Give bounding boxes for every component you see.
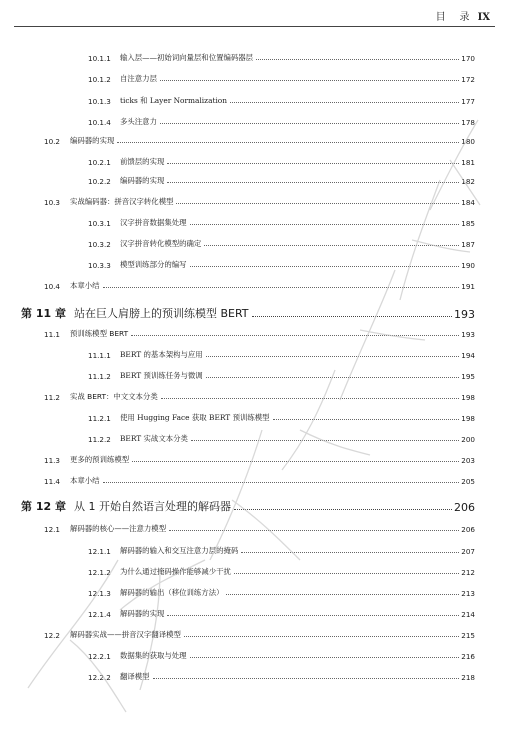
dot-leader — [167, 163, 459, 164]
dot-leader — [117, 142, 459, 143]
dot-leader — [206, 356, 460, 357]
toc-entry-page: 198 — [461, 393, 475, 402]
toc-entry[interactable] — [88, 52, 475, 63]
toc-entry-title: 前馈层的实现 — [120, 157, 165, 166]
toc-entry[interactable] — [88, 412, 475, 423]
toc-entry-page: 187 — [461, 240, 475, 249]
dot-leader — [234, 573, 459, 574]
toc-entry-number: 10.1.2 — [88, 75, 111, 84]
toc-entry-title: 输入层——初始词向量层和位置编码器层 — [120, 53, 254, 62]
toc-entry-title: 数据集的获取与处理 — [120, 651, 187, 660]
toc-entry-title: 本章小结 — [70, 281, 100, 290]
toc-entry[interactable] — [44, 475, 475, 486]
toc-entry-number: 10.3.3 — [88, 261, 111, 270]
toc-entry-page: 198 — [461, 414, 475, 423]
toc-entry[interactable] — [88, 587, 475, 598]
toc-entry-number: 12.1.2 — [88, 568, 111, 577]
toc-entry-title: 编码器的实现 — [120, 176, 165, 185]
toc-entry-number: 11.2.2 — [88, 435, 111, 444]
toc-entry-page: 216 — [461, 652, 475, 661]
dot-leader — [184, 636, 459, 637]
toc-entry-page: 185 — [461, 219, 475, 228]
running-header — [436, 8, 490, 23]
toc-entry-number: 第 11 章 — [21, 307, 66, 320]
dot-leader — [191, 440, 459, 441]
toc-entry-title: BERT 实战文本分类 — [120, 434, 188, 443]
toc-entry[interactable] — [44, 523, 475, 534]
toc-entry[interactable] — [88, 370, 475, 381]
toc-entry[interactable] — [44, 328, 475, 339]
toc-entry-title: 模型训练部分的编写 — [120, 260, 187, 269]
toc-entry-number: 10.3 — [44, 198, 61, 207]
toc-entry-page: 191 — [461, 282, 475, 291]
toc-entry[interactable] — [88, 349, 475, 360]
toc-entry-page: 194 — [461, 351, 475, 360]
toc-entry-title: 汉字拼音数据集处理 — [120, 218, 187, 227]
toc-entry-title: 解码器的核心——注意力模型 — [70, 524, 167, 533]
toc-entry-page: 178 — [461, 118, 475, 127]
toc-entry-number: 11.2.1 — [88, 414, 111, 423]
toc-entry[interactable] — [88, 545, 475, 556]
toc-entry[interactable] — [88, 217, 475, 228]
toc-entry[interactable] — [88, 566, 475, 577]
dot-leader — [273, 419, 460, 420]
toc-entry-page: 170 — [461, 54, 475, 63]
dot-leader — [103, 287, 460, 288]
toc-entry-title: 本章小结 — [70, 476, 100, 485]
dot-leader — [241, 552, 459, 553]
dot-leader — [161, 398, 460, 399]
dot-leader — [190, 224, 460, 225]
dot-leader — [190, 266, 460, 267]
toc-entry-title: 多头注意力 — [120, 117, 157, 126]
toc-entry[interactable] — [88, 175, 475, 186]
toc-entry-page: 215 — [461, 631, 475, 640]
toc-entry-number: 11.3 — [44, 456, 61, 465]
toc-chapter-entry[interactable] — [21, 498, 475, 514]
toc-entry[interactable] — [44, 280, 475, 291]
toc-entry-page: 181 — [461, 158, 475, 167]
toc-entry-number: 11.1 — [44, 330, 61, 339]
toc-entry-page: 182 — [461, 177, 475, 186]
toc-entry-number: 12.1.4 — [88, 610, 111, 619]
toc-entry-title: 解码器实战——拼音汉字翻译模型 — [70, 630, 181, 639]
toc-entry-number: 10.1.4 — [88, 118, 111, 127]
toc-entry-page: 177 — [461, 97, 475, 106]
toc-entry-number: 10.3.1 — [88, 219, 111, 228]
toc-entry-number: 10.1.1 — [88, 54, 111, 63]
toc-entry[interactable] — [88, 433, 475, 444]
toc-entry-page: 207 — [461, 547, 475, 556]
dot-leader — [256, 59, 459, 60]
dot-leader — [234, 509, 452, 510]
toc-entry-page: 193 — [454, 308, 475, 321]
dot-leader — [167, 615, 459, 616]
toc-entry-number: 12.1.1 — [88, 547, 111, 556]
toc-entry[interactable] — [44, 454, 475, 465]
toc-entry-title: 从 1 开始自然语言处理的解码器 — [73, 500, 231, 513]
toc-entry-page: 184 — [461, 198, 475, 207]
toc-entry-title: 预训练模型 BERT — [70, 329, 129, 338]
toc-entry-number: 10.2 — [44, 137, 61, 146]
toc-entry-title: ticks 和 Layer Normalization — [120, 96, 228, 105]
header-section: 目 录 — [435, 12, 472, 23]
toc-entry-number: 11.4 — [44, 477, 61, 486]
toc-entry[interactable] — [88, 156, 475, 167]
dot-leader — [252, 316, 452, 317]
toc-entry-page: 214 — [461, 610, 475, 619]
dot-leader — [153, 678, 460, 679]
toc-entry-title: 使用 Hugging Face 获取 BERT 预训练模型 — [120, 413, 270, 422]
toc-entry-page: 200 — [461, 435, 475, 444]
toc-entry-number: 12.1 — [44, 525, 61, 534]
toc-entry-number: 第 12 章 — [21, 500, 66, 513]
toc-entry-title: 站在巨人肩膀上的预训练模型 BERT — [73, 307, 249, 320]
toc-entry-title: 自注意力层 — [120, 74, 157, 83]
dot-leader — [103, 482, 460, 483]
toc-entry-number: 11.2 — [44, 393, 61, 402]
toc-entry-number: 12.1.3 — [88, 589, 111, 598]
toc-entry-page: 205 — [461, 477, 475, 486]
toc-entry-page: 212 — [461, 568, 475, 577]
toc-entry[interactable] — [44, 391, 475, 402]
toc-entry-number: 12.2.2 — [88, 673, 111, 682]
toc-entry-title: 为什么通过掩码操作能够减少干扰 — [120, 567, 231, 576]
toc-entry[interactable] — [88, 671, 475, 682]
toc-entry-page: 180 — [461, 137, 475, 146]
dot-leader — [160, 80, 459, 81]
toc-entry-title: 解码器的输出（移位训练方法） — [120, 588, 224, 597]
toc-chapter-entry[interactable] — [21, 305, 475, 321]
dot-leader — [160, 123, 459, 124]
toc-entry[interactable] — [44, 629, 475, 640]
toc-entry-number: 10.2.1 — [88, 158, 111, 167]
toc-entry-page: 206 — [461, 525, 475, 534]
toc-entry-number: 11.1.1 — [88, 351, 111, 360]
dot-leader — [167, 182, 459, 183]
toc-entry-title: 解码器的实现 — [120, 609, 165, 618]
toc-entry[interactable] — [88, 259, 475, 270]
toc-entry[interactable] — [88, 116, 475, 127]
toc-entry-number: 10.3.2 — [88, 240, 111, 249]
toc-entry-page: 203 — [461, 456, 475, 465]
dot-leader — [176, 203, 459, 204]
toc-entry-title: 实战编码器：拼音汉字转化模型 — [70, 197, 174, 206]
toc-entry-page: 195 — [461, 372, 475, 381]
toc-entry-number: 10.4 — [44, 282, 61, 291]
dot-leader — [169, 530, 459, 531]
toc-entry-number: 12.2 — [44, 631, 61, 640]
toc-entry-number: 10.2.2 — [88, 177, 111, 186]
dot-leader — [206, 377, 460, 378]
dot-leader — [226, 594, 459, 595]
toc-entry[interactable] — [88, 238, 475, 249]
toc-entry-title: 更多的预训练模型 — [70, 455, 130, 464]
toc-entry-title: 解码器的输入和交互注意力层的掩码 — [120, 546, 239, 555]
dot-leader — [230, 102, 459, 103]
toc-entry-title: 翻译模型 — [120, 672, 150, 681]
toc-entry-number: 11.1.2 — [88, 372, 111, 381]
toc-entry-title: BERT 的基本架构与应用 — [120, 350, 203, 359]
toc-entry-number: 10.1.3 — [88, 97, 111, 106]
dot-leader — [190, 657, 460, 658]
toc-entry[interactable] — [44, 135, 475, 146]
toc-entry[interactable] — [88, 95, 475, 106]
toc-entry-page: 193 — [461, 330, 475, 339]
header-page-number: IX — [477, 12, 490, 23]
toc-entry-page: 190 — [461, 261, 475, 270]
dot-leader — [132, 461, 459, 462]
toc-entry[interactable] — [44, 196, 475, 207]
toc-entry-page: 218 — [461, 673, 475, 682]
toc-entry-number: 12.2.1 — [88, 652, 111, 661]
toc-entry[interactable] — [88, 73, 475, 84]
header-rule — [14, 26, 495, 27]
dot-leader — [204, 245, 459, 246]
toc-entry-title: 实战 BERT：中文文本分类 — [70, 392, 158, 401]
toc-entry[interactable] — [88, 650, 475, 661]
toc-entry-title: BERT 预训练任务与微调 — [120, 371, 203, 380]
toc-entry-page: 206 — [454, 501, 475, 514]
dot-leader — [131, 335, 459, 336]
toc-entry-title: 汉字拼音转化模型的确定 — [120, 239, 202, 248]
toc-entry-page: 172 — [461, 75, 475, 84]
toc-entry-title: 编码器的实现 — [70, 136, 115, 145]
toc-entry-page: 213 — [461, 589, 475, 598]
toc-entry[interactable] — [88, 608, 475, 619]
